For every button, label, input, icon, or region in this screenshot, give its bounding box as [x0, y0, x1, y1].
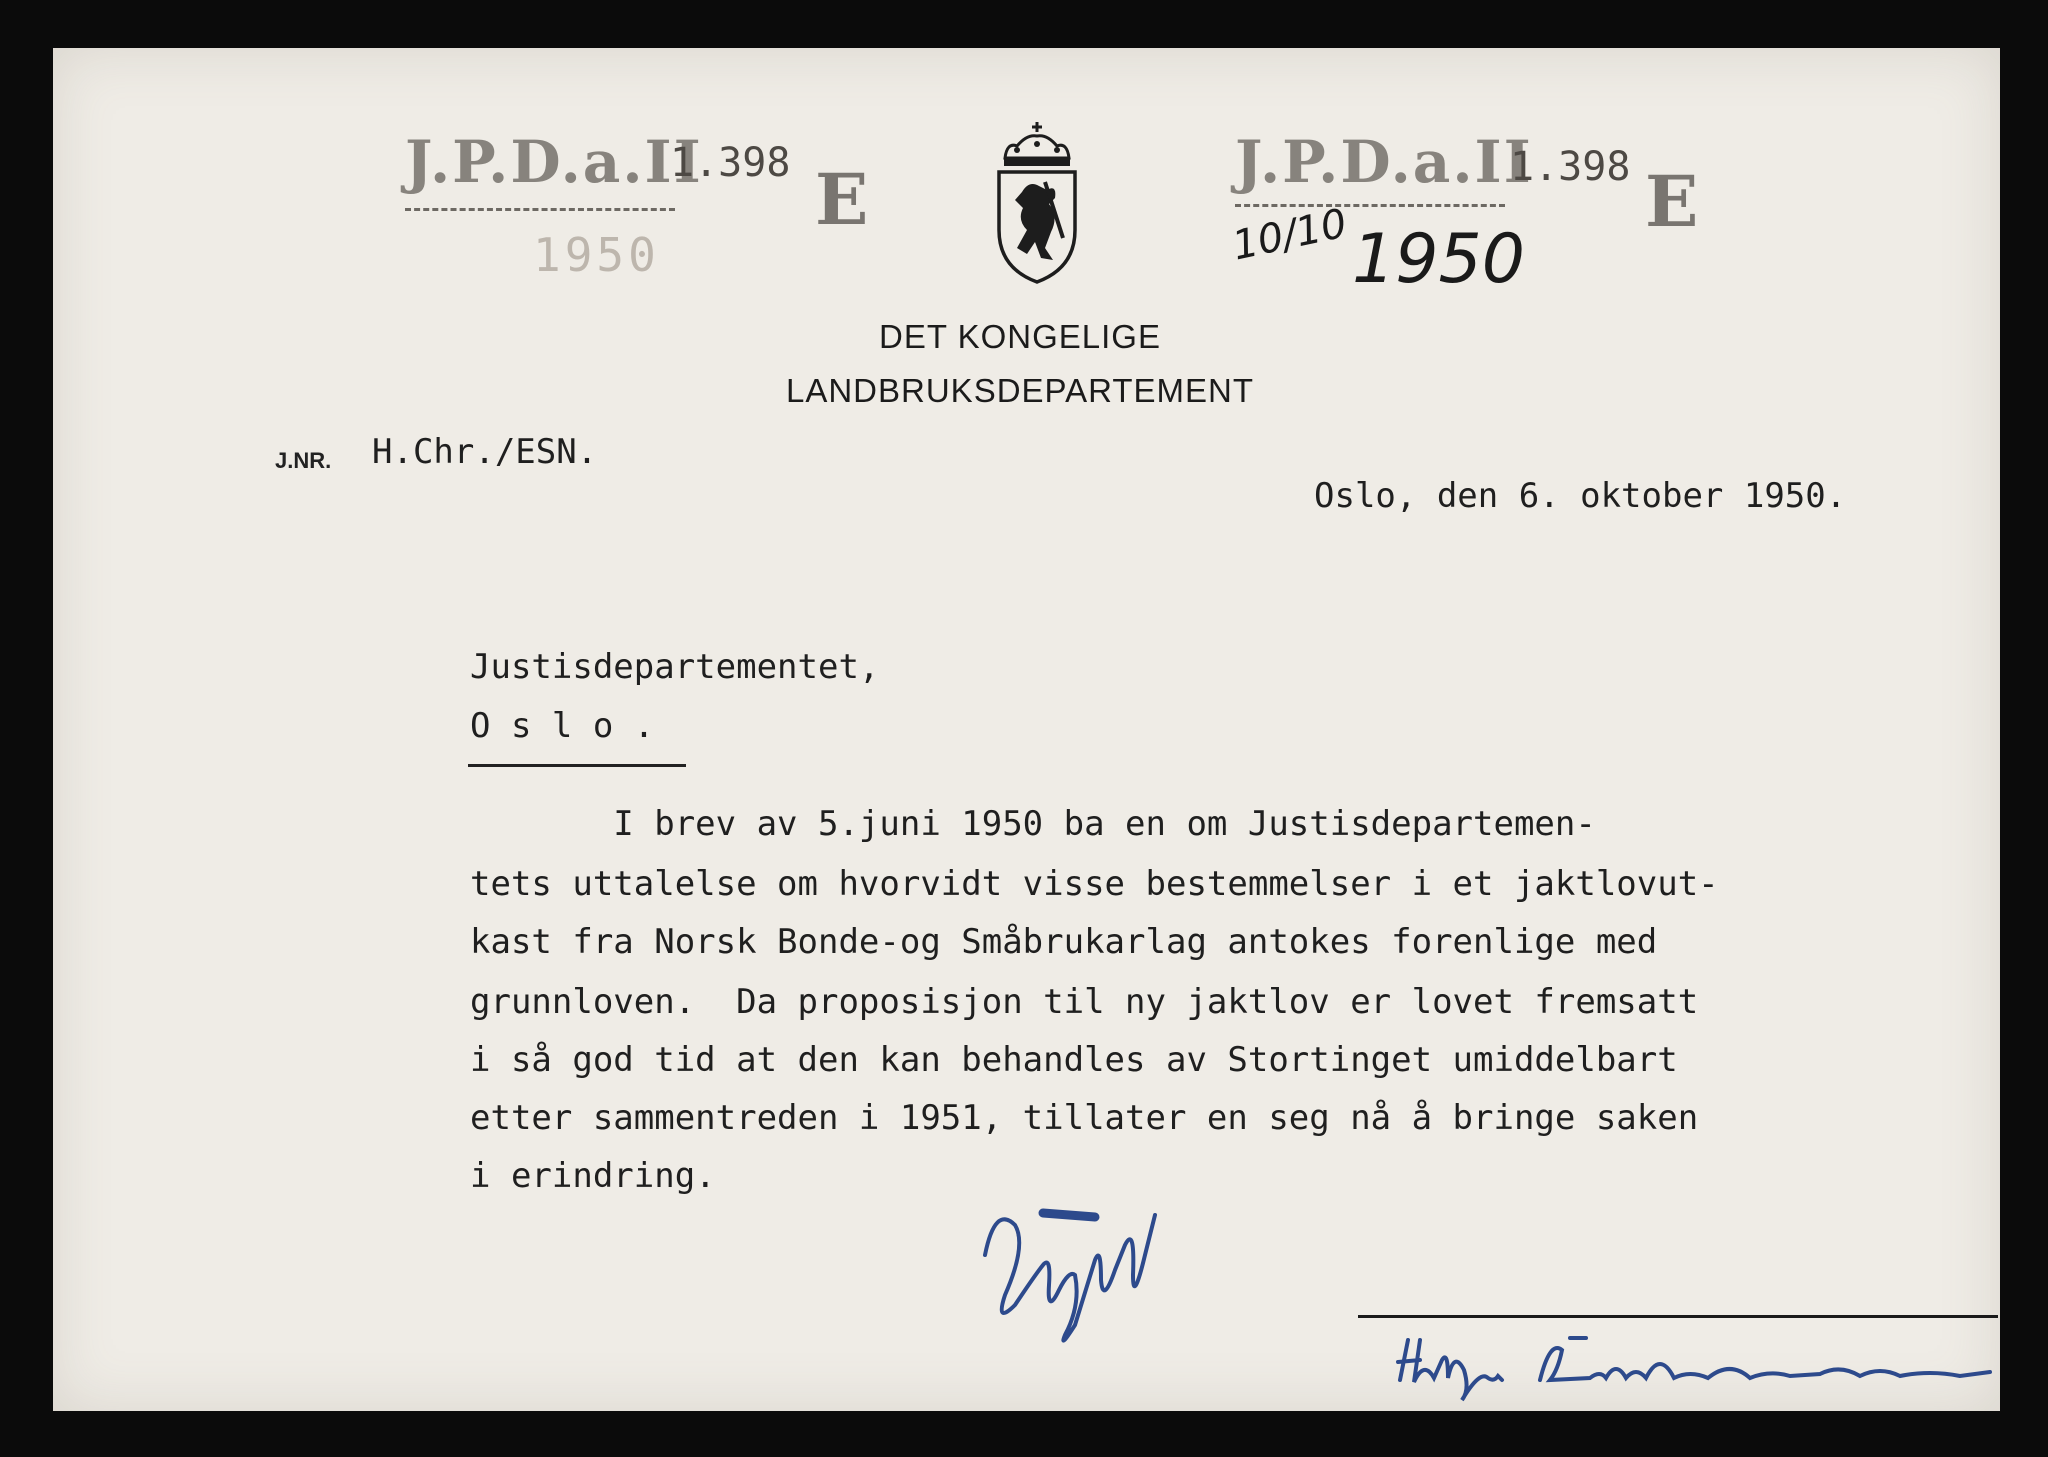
signature-initial — [965, 1185, 1205, 1360]
body-line: I brev av 5.juni 1950 ba en om Justisdepartemen- — [470, 804, 1596, 844]
letterhead-line1: DET KONGELIGE — [879, 318, 1161, 355]
stamp-left-letter: E — [815, 158, 869, 241]
stamp-left-number: 1.398 — [670, 140, 791, 186]
handwritten-day-month: 10/10 — [1228, 200, 1351, 270]
handwritten-year: 1950 — [1352, 220, 1526, 299]
body-line: etter sammentreden i 1951, tillater en seg nå å bringe saken — [470, 1098, 1699, 1138]
body-line: i erindring. — [470, 1156, 716, 1196]
stamp-right-letter: E — [1645, 160, 1699, 243]
reference-value: H.Chr./ESN. — [372, 432, 598, 472]
stamp-left-mark: J.P.D.a.II — [405, 128, 703, 196]
stamp-right-number: 1.398 — [1510, 144, 1631, 190]
signature-line — [1358, 1315, 1998, 1318]
body-line: kast fra Norsk Bonde-og Småbrukarlag antokes forenlige med — [470, 922, 1658, 962]
stamp-left-year: 1950 — [533, 228, 660, 282]
reference-label: J.NR. — [275, 448, 332, 473]
recipient-city: O s l o . — [470, 706, 655, 746]
body-line: grunnloven. Da proposisjon til ny jaktlov er lovet fremsatt — [470, 982, 1699, 1022]
stamp-left — [405, 128, 885, 288]
body-line: i så god tid at den kan behandles av Stortinget umiddelbart — [470, 1040, 1678, 1080]
stamp-right-rule — [1235, 204, 1505, 207]
signature-main — [1390, 1320, 2000, 1405]
coat-of-arms-icon — [987, 120, 1087, 285]
body-line: tets uttalelse om hvorvidt visse bestemmelser i et jaktlovut- — [470, 864, 1719, 904]
stamp-right-mark: J.P.D.a.II — [1235, 128, 1533, 196]
recipient-underline — [468, 764, 686, 767]
letterhead-line2: LANDBRUKSDEPARTEMENT — [785, 372, 1255, 409]
recipient-name: Justisdepartementet, — [470, 647, 880, 687]
date-line: Oslo, den 6. oktober 1950. — [1314, 476, 1847, 516]
stamp-left-rule — [405, 208, 675, 211]
